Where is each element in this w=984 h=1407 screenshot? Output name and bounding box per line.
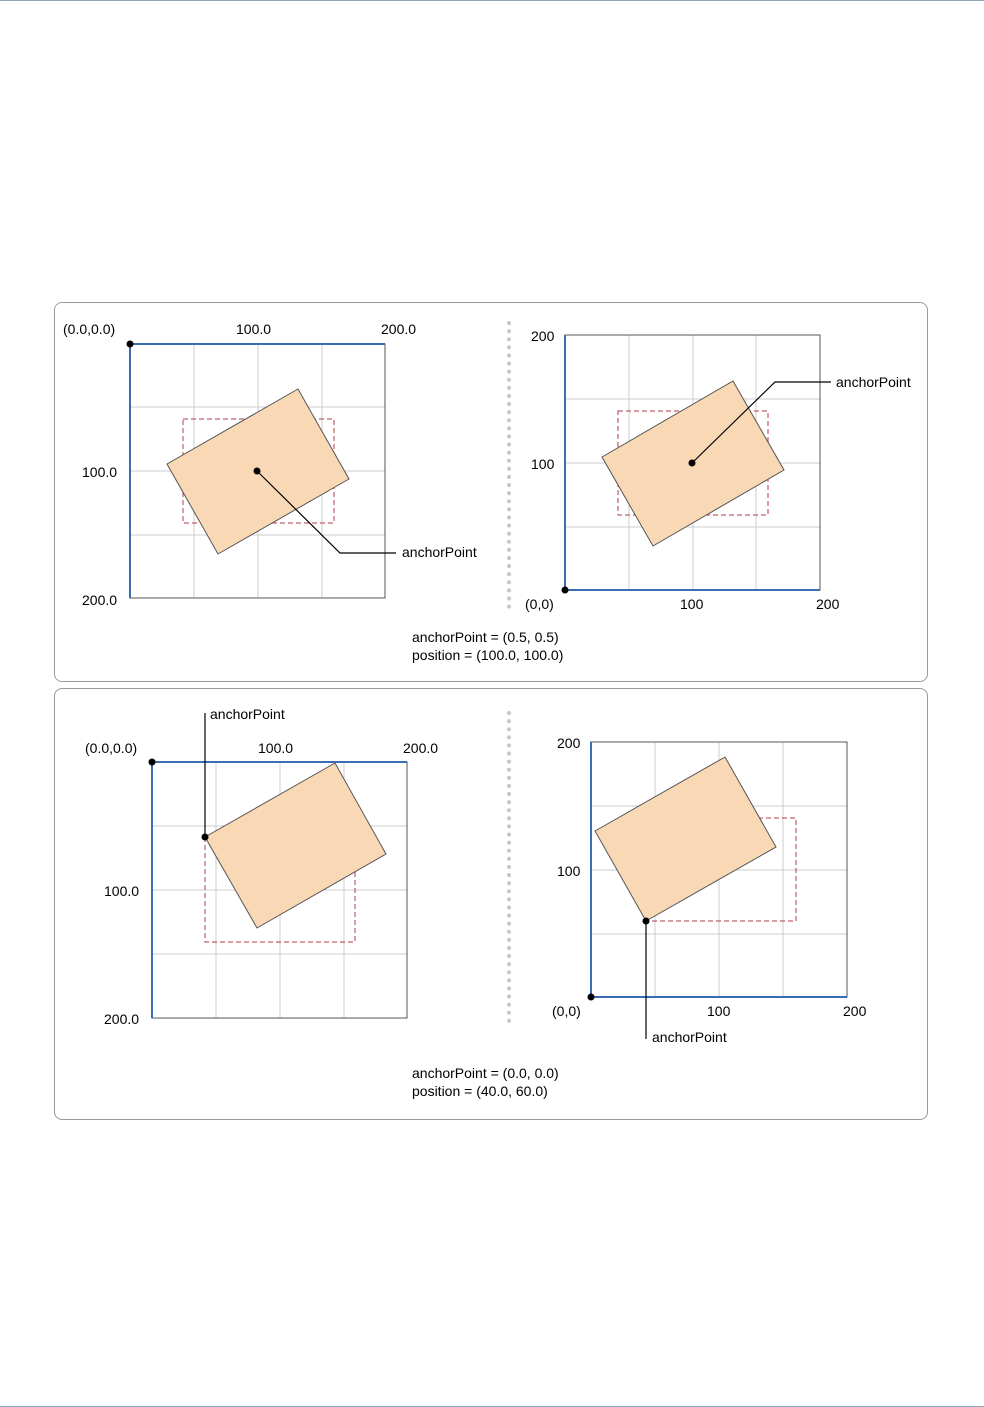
anchor-point-label: anchorPoint xyxy=(652,1029,727,1045)
x-tick-label-100: 100 xyxy=(707,1003,731,1019)
anchor-point-dot xyxy=(202,834,209,841)
origin-dot xyxy=(588,994,595,1001)
origin-label: (0.0,0.0) xyxy=(63,321,116,337)
rotated-layer-rect xyxy=(595,757,776,921)
right-coordinate-space xyxy=(552,735,867,1045)
origin-label: (0.0,0.0) xyxy=(85,740,138,756)
x-tick-label-100: 100.0 xyxy=(258,740,294,756)
top-edge-line xyxy=(0,0,984,1)
caption-position: position = (100.0, 100.0) xyxy=(412,647,564,663)
caption-position: position = (40.0, 60.0) xyxy=(412,1083,548,1099)
rotated-layer-rect xyxy=(205,763,386,928)
y-tick-label-100: 100.0 xyxy=(82,464,118,480)
panel-anchor-origin xyxy=(54,688,928,1120)
anchor-point-label: anchorPoint xyxy=(210,706,285,722)
caption-anchor-point: anchorPoint = (0.0, 0.0) xyxy=(412,1065,559,1081)
x-tick-label-100: 100 xyxy=(680,596,704,612)
panel-anchor-origin-diagram xyxy=(55,689,929,1121)
x-tick-label-200: 200.0 xyxy=(381,321,417,337)
anchor-point-dot xyxy=(689,460,696,467)
caption xyxy=(412,1064,559,1100)
y-tick-label-200: 200 xyxy=(557,735,581,751)
anchor-point-dot xyxy=(643,918,650,925)
x-tick-label-100: 100.0 xyxy=(236,321,272,337)
origin-label: (0,0) xyxy=(525,596,554,612)
origin-dot xyxy=(562,587,569,594)
y-tick-label-100: 100.0 xyxy=(104,883,140,899)
caption-anchor-point: anchorPoint = (0.5, 0.5) xyxy=(412,629,559,645)
anchor-point-dot xyxy=(254,468,261,475)
origin-dot xyxy=(149,759,156,766)
y-tick-label-100: 100 xyxy=(531,456,555,472)
y-tick-label-200: 200 xyxy=(531,328,555,344)
x-tick-label-200: 200 xyxy=(816,596,840,612)
anchor-point-label: anchorPoint xyxy=(402,544,477,560)
panel-anchor-center xyxy=(54,302,928,682)
y-tick-label-100: 100 xyxy=(557,863,581,879)
origin-label: (0,0) xyxy=(552,1003,581,1019)
anchor-point-label: anchorPoint xyxy=(836,374,911,390)
left-coordinate-space xyxy=(85,706,438,1027)
origin-dot xyxy=(127,341,134,348)
caption xyxy=(412,628,563,664)
x-tick-label-200: 200 xyxy=(843,1003,867,1019)
y-tick-label-200: 200.0 xyxy=(104,1011,140,1027)
right-coordinate-space xyxy=(525,328,911,612)
left-coordinate-space xyxy=(63,321,477,608)
y-tick-label-200: 200.0 xyxy=(82,592,118,608)
panel-anchor-center-diagram xyxy=(55,303,929,683)
x-tick-label-200: 200.0 xyxy=(403,740,439,756)
